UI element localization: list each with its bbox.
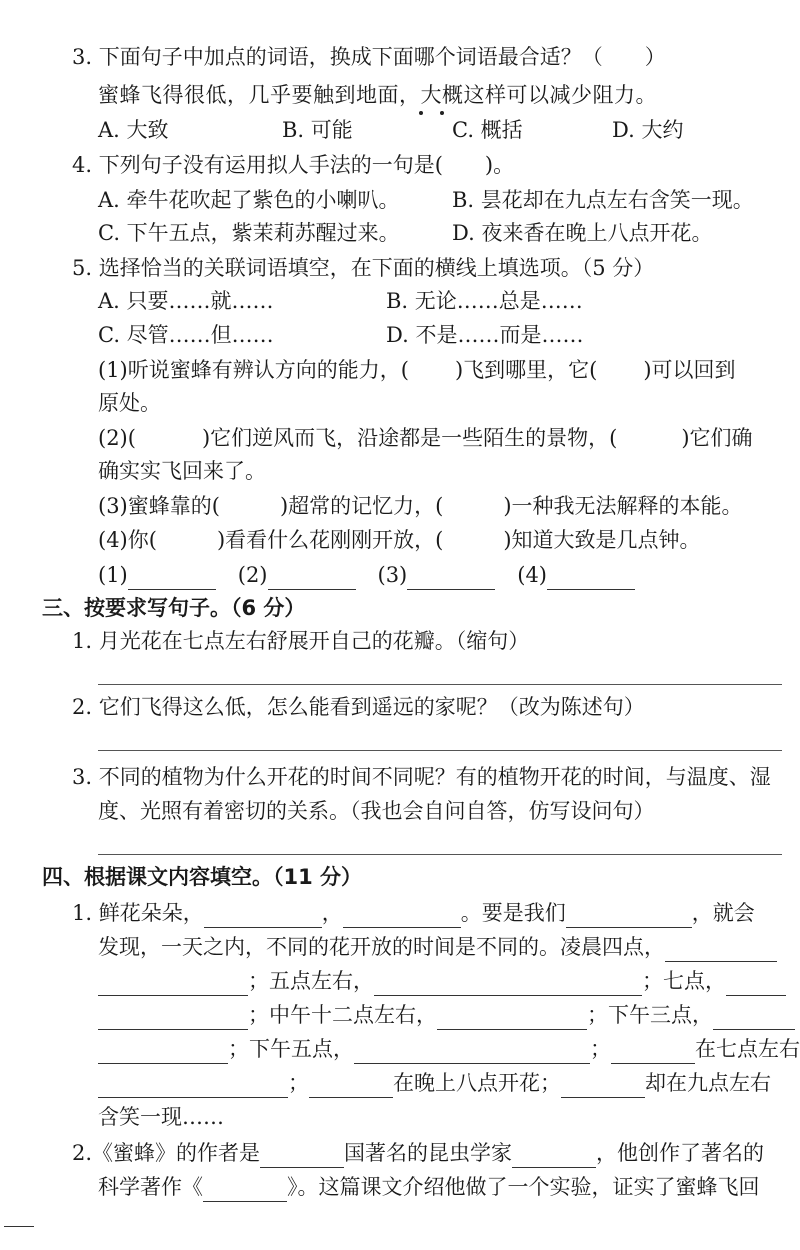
answer-label-1: (1) xyxy=(98,563,128,587)
answer-blank-1[interactable] xyxy=(128,565,216,590)
q3-sentence: 蜜蜂飞得很低，几乎要触到地面，大概这样可以减少阻力。 xyxy=(98,83,657,107)
text-segment: 》。这篇课文介绍他做了一个实验，证实了蜜蜂飞回 xyxy=(287,1175,760,1199)
sec4-p5 xyxy=(98,1034,800,1064)
q4-option-b[interactable]: B. 昙花却在九点左右含笑一现。 xyxy=(452,188,754,212)
sec4-p8 xyxy=(72,1138,764,1168)
fill-blank[interactable] xyxy=(203,1177,287,1202)
q5-option-b: B. 无论……总是…… xyxy=(386,289,583,313)
sec3-q3-line2: 度、光照有着密切的关系。（我也会自问自答，仿写设问句） xyxy=(98,799,655,823)
fill-blank[interactable] xyxy=(98,1039,228,1064)
q3-stem: 3. 下面句子中加点的词语，换成下面哪个词语最合适？（ ） xyxy=(72,45,666,69)
q4-option-d[interactable]: D. 夜来香在晚上八点开花。 xyxy=(452,221,713,245)
text-segment: ；七点， xyxy=(642,969,726,993)
answer-label-2: (2) xyxy=(237,563,268,587)
sec4-p2 xyxy=(98,932,777,962)
fill-blank[interactable] xyxy=(98,971,248,996)
q5-s1-part-b: )飞到哪里，它( xyxy=(454,358,598,382)
page-edge-mark xyxy=(4,1226,34,1227)
q5-s1-part-a: (1)听说蜜蜂有辨认方向的能力，( xyxy=(98,358,409,382)
text-segment: 发现，一天之内，不同的花开放的时间是不同的。凌晨四点， xyxy=(98,935,665,959)
text-segment: ；中午十二点左右， xyxy=(248,1003,437,1027)
q5-s4-part-b: )看看什么花刚刚开放，( xyxy=(216,528,444,552)
fill-blank[interactable] xyxy=(374,971,642,996)
q3-option-d[interactable]: D. 大约 xyxy=(612,118,684,142)
q5-s2-part-a: (2)( xyxy=(98,426,136,450)
emphasis-dot xyxy=(440,111,444,115)
q4-option-a[interactable]: A. 牵牛花吹起了紫色的小喇叭。 xyxy=(98,188,400,212)
section-3-title: 三、按要求写句子。（6 分） xyxy=(42,596,306,620)
text-segment: ； xyxy=(590,1037,611,1061)
fill-blank[interactable] xyxy=(713,1005,795,1030)
q5-option-c: C. 尽管……但…… xyxy=(98,323,274,347)
q5-s2-cont: 确实实飞回来了。 xyxy=(98,459,266,483)
fill-blank[interactable] xyxy=(566,903,692,928)
q5-sentence-4 xyxy=(98,525,701,555)
answer-blank-3[interactable] xyxy=(407,565,495,590)
fill-blank[interactable] xyxy=(611,1039,695,1064)
q5-s1-part-c: )可以回到 xyxy=(643,358,736,382)
q5-option-d: D. 不是……而是…… xyxy=(386,323,584,347)
text-segment: 在晚上八点开花； xyxy=(393,1071,561,1095)
q5-option-a: A. 只要……就…… xyxy=(98,289,274,313)
fill-blank[interactable] xyxy=(343,903,461,928)
q4-stem: 4. 下列句子没有运用拟人手法的一句是( )。 xyxy=(72,153,515,177)
answer-line[interactable] xyxy=(98,684,782,685)
text-segment: ， xyxy=(321,901,343,925)
q5-s1-cont: 原处。 xyxy=(98,391,161,415)
q5-s4-part-c: )知道大致是几点钟。 xyxy=(503,528,701,552)
q5-stem: 5. 选择恰当的关联词语填空，在下面的横线上填选项。（5 分） xyxy=(72,256,655,280)
sec4-p1 xyxy=(72,898,755,928)
text-segment: 国著名的昆虫学家 xyxy=(344,1141,513,1165)
q3-option-b[interactable]: B. 可能 xyxy=(282,118,353,142)
sec3-q3-line1: 3. 不同的植物为什么开花的时间不同呢？有的植物开花的时间，与温度、湿 xyxy=(72,765,771,789)
fill-blank[interactable] xyxy=(561,1073,645,1098)
q4-option-c[interactable]: C. 下午五点，紫茉莉苏醒过来。 xyxy=(98,221,400,245)
text-segment: ，他创作了著名的 xyxy=(596,1141,765,1165)
sec3-q1: 1. 月光花在七点左右舒展开自己的花瓣。（缩句） xyxy=(72,629,530,653)
sec3-q2: 2. 它们飞得这么低，怎么能看到遥远的家呢？（改为陈述句） xyxy=(72,695,645,719)
text-segment: ，就会 xyxy=(691,901,755,925)
fill-blank[interactable] xyxy=(512,1143,596,1168)
sec4-p9 xyxy=(98,1172,760,1202)
text-segment: ； xyxy=(288,1071,309,1095)
fill-blank[interactable] xyxy=(665,937,777,962)
q5-s3-part-b: )超常的记忆力，( xyxy=(279,494,444,518)
answer-line[interactable] xyxy=(98,854,782,855)
q5-s3-part-a: (3)蜜蜂靠的( xyxy=(98,494,220,518)
fill-blank[interactable] xyxy=(98,1073,288,1098)
text-segment: ；下午三点， xyxy=(587,1003,713,1027)
answer-blank-2[interactable] xyxy=(268,565,356,590)
text-segment: 科学著作《 xyxy=(98,1175,203,1199)
text-segment: 1. 鲜花朵朵， xyxy=(72,901,204,925)
q5-sentence-2 xyxy=(98,423,753,453)
q5-sentence-1 xyxy=(98,355,736,385)
sec4-p3 xyxy=(98,966,786,996)
q5-s4-part-a: (4)你( xyxy=(98,528,157,552)
answer-blank-4[interactable] xyxy=(547,565,635,590)
text-segment: 在七点左右 xyxy=(695,1037,800,1061)
q5-s2-part-b: )它们逆风而飞，沿途都是一些陌生的景物，( xyxy=(201,426,618,450)
q3-option-a[interactable]: A. 大致 xyxy=(98,118,169,142)
sec4-p4 xyxy=(98,1000,795,1030)
q5-s2-part-c: )它们确 xyxy=(681,426,753,450)
fill-blank[interactable] xyxy=(309,1073,393,1098)
sec4-p6 xyxy=(98,1068,771,1098)
q5-answer-row xyxy=(98,560,635,590)
sec4-p7: 含笑一现…… xyxy=(98,1105,224,1129)
q5-sentence-3 xyxy=(98,491,743,521)
fill-blank[interactable] xyxy=(437,1005,587,1030)
fill-blank[interactable] xyxy=(204,903,322,928)
fill-blank[interactable] xyxy=(260,1143,344,1168)
text-segment: 。要是我们 xyxy=(460,901,566,925)
fill-blank[interactable] xyxy=(354,1039,590,1064)
fill-blank[interactable] xyxy=(726,971,786,996)
emphasis-dot xyxy=(419,111,423,115)
answer-label-4: (4) xyxy=(517,563,547,587)
text-segment: 却在九点左右 xyxy=(645,1071,771,1095)
text-segment: ；五点左右， xyxy=(248,969,374,993)
q3-option-c[interactable]: C. 概括 xyxy=(452,118,523,142)
text-segment: ；下午五点， xyxy=(228,1037,354,1061)
answer-line[interactable] xyxy=(98,750,782,751)
answer-label-3: (3) xyxy=(377,563,408,587)
fill-blank[interactable] xyxy=(98,1005,248,1030)
section-4-title: 四、根据课文内容填空。（11 分） xyxy=(42,865,363,889)
q5-s3-part-c: )一种我无法解释的本能。 xyxy=(503,494,743,518)
text-segment: 2.《蜜蜂》的作者是 xyxy=(72,1141,261,1165)
